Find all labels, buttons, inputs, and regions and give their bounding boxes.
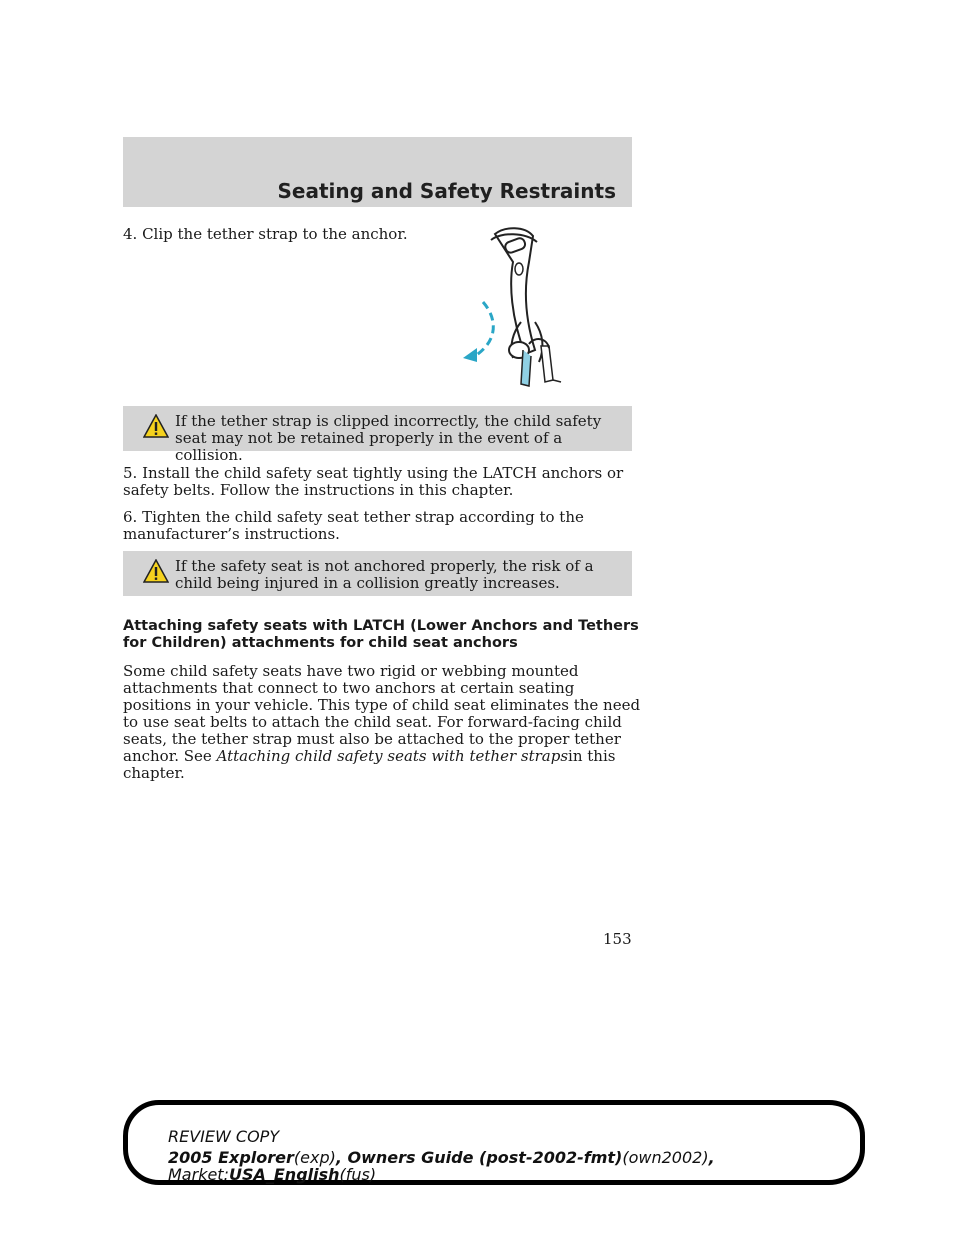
latch-paragraph [123,663,643,782]
cross-reference-link: Attaching child safety seats with tether straps [216,747,569,765]
tether-clip-illustration [455,222,585,392]
latch-paragraph-main: Some child safety seats have two rigid or webbing mounted attachments that connect to two anchors at certain seating positions in your vehicle. This type of child seat eliminates the need to use seat belts to attach the child seat. For forward-facing child seats, the tether strap must also be attached to the proper tether anchor. See [123,662,641,765]
warning-text-2: If the safety seat is not anchored properly, the risk of a child being injured in a collision greatly increases. [175,557,594,592]
latch-subheading: Attaching safety seats with LATCH (Lower Anchors and Tethers for Children) attachments for child seat anchors [123,618,639,651]
step-5-text: 5. Install the child safety seat tightly using the LATCH anchors or safety belts. Follow the instructions in this chapter. [123,464,624,499]
market-identifier: Market:USA_English(fus) [168,1165,377,1184]
warning-icon [143,414,169,438]
document-identifier: 2005 Explorer(exp), Owners Guide (post-2002-fmt)(own2002), [168,1148,715,1167]
review-copy-label: REVIEW COPY [168,1127,280,1146]
review-copy-box [123,1100,865,1185]
warning-icon [143,559,169,583]
step-4-text: 4. Clip the tether strap to the anchor. [123,225,408,243]
latch-paragraph-end: in this chapter. [123,747,616,782]
warning-text-1: If the tether strap is clipped incorrectly, the child safety seat may not be retained properly in the event of a collision. [175,412,602,464]
warning-box-1 [123,406,632,464]
section-header [123,137,632,207]
page-number: 153 [603,930,632,948]
step-6-text: 6. Tighten the child safety seat tether strap according to the manufacturer’s instructions. [123,508,584,543]
section-title: Seating and Safety Restraints [277,179,616,203]
warning-box-2 [123,551,632,596]
